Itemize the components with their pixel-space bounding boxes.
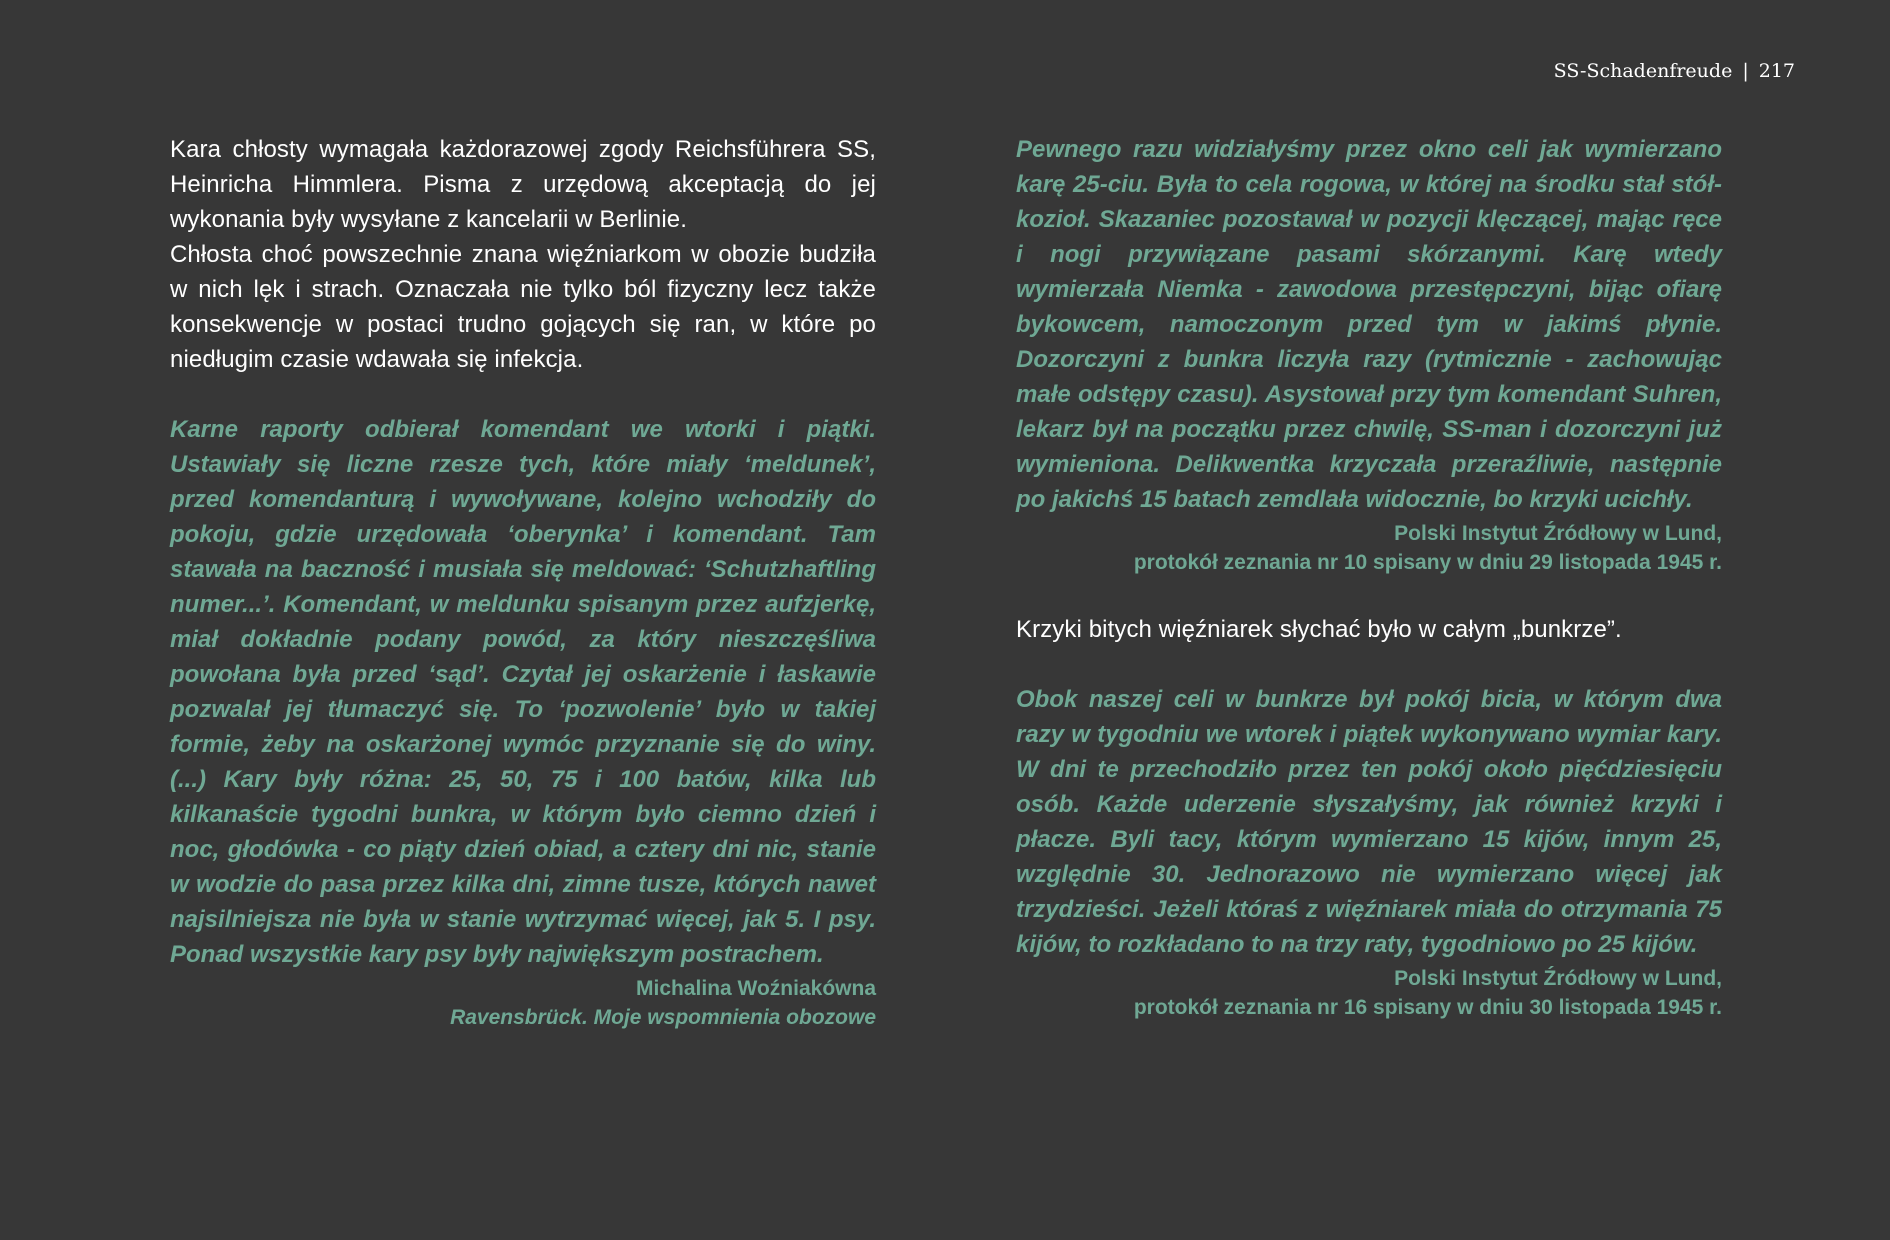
quote-woznikowna: Karne raporty odbierał komendant we wtorki i piątki. Ustawiały się liczne rzesze tych, które miały ‘meldunek’, przed komendanturą i wywoływane, kolejno wchodziły do pokoju, gdzie urzędowała ‘oberynka’ i komendant. Tam stawała na baczność i musiała się meldować: ‘Schutzhaftling numer...’. Komendant, w meldunku spisanym przez aufzjerkę, miał dokładnie podany powód, za który nieszczęśliwa powołana była przed ‘sąd’. Czytał jej oskarżenie i łaskawie pozwalał jej tłumaczyć się. To ‘pozwolenie’ było w takiej formie, żeby na oskarżonej wymóc przyznanie się do winy. (...) Kary były różna: 25, 50, 75 i 100 batów, kilka lub kilkanaście tygodni bunkra, w którym było ciemno dzień i noc, głodówka - co piąty dzień obiad, a cztery dni nic, stanie w wodzie do pasa przez kilka dni, zimne tusze, których nawet najsilniejsza nie była w stanie wytrzymać więcej, jak 5. I psy. Ponad wszystkie kary psy były największym postrachem.: [170, 416, 876, 968]
source-protocol: protokół zeznania nr 10 spisany w dniu 29 listopada 1945 r.: [1133, 551, 1722, 574]
quote-source-woznikowna: [170, 974, 876, 1032]
page-number: 217: [1758, 60, 1795, 82]
running-header: [1554, 60, 1795, 82]
source-book-title: Ravensbrück. Moje wspomnienia obozowe: [450, 1006, 876, 1029]
quote-lund-16: Obok naszej celi w bunkrze był pokój bicia, w którym dwa razy w tygodniu we wtorek i piątek wykonywano wymiar kary. W dni te przechodziło przez ten pokój około pięćdziesięciu osób. Każde uderzenie słyszałyśmy, jak również krzyki i płacze. Byli tacy, którym wymierzano 15 kijów, innym 25, względnie 30. Jednorazowo nie wymierzano więcej jak trzydzieści. Jeżeli któraś z więźniarek miała do otrzymania 75 kijów, to rozkładano to na trzy raty, tygodniowo po 25 kijów.: [1016, 686, 1722, 958]
quote-lund-10: Pewnego razu widziałyśmy przez okno celi jak wymierzano karę 25-ciu. Była to cela rogowa, w której na środku stał stół-kozioł. Skazaniec pozostawał w pozycji klęczącej, mając ręce i nogi przywiązane pasami skórzanymi. Karę wtedy wymierzała Niemka - zawodowa przestępczyni, bijąc ofiarę bykowcem, namoczonym przed tym w jakimś płynie. Dozorczyni z bunkra liczyła razy (rytmicznie - zachowując małe odstępy czasu). Asystował przy tym komendant Suhren, lekarz był na początku przez chwilę, SS-man i dozorczyni już wymieniona. Delikwentka krzyczała przeraźliwie, następnie po jakichś 15 batach zemdlała widocznie, bo krzyki ucichły.: [1016, 136, 1722, 513]
source-institute: Polski Instytut Źródłowy w Lund,: [1394, 967, 1722, 990]
quote-source-lund-10: [1016, 519, 1722, 577]
body-paragraph-1: Kara chłosty wymagała każdorazowej zgody Reichsführera SS, Heinricha Himmlera. Pisma z urzędową akceptacją do jej wykonania były wysyłane z kancelarii w Berlinie.: [170, 136, 876, 233]
quote-source-lund-16: [1016, 964, 1722, 1022]
body-paragraph-2: Chłosta choć powszechnie znana więźniarkom w obozie budziła w nich lęk i strach. Oznaczała nie tylko ból fizyczny lecz także konsekwencje w postaci trudno gojących się ran, w które po niedługim czasie wdawała się infekcja.: [170, 241, 876, 373]
source-protocol: protokół zeznania nr 16 spisany w dniu 30 listopada 1945 r.: [1133, 996, 1722, 1019]
source-institute: Polski Instytut Źródłowy w Lund,: [1394, 522, 1722, 545]
header-separator: |: [1742, 60, 1749, 82]
source-author: Michalina Woźniakówna: [636, 977, 876, 1000]
left-column: [170, 132, 876, 1032]
right-column: [1016, 132, 1722, 1022]
chapter-title: SS-Schadenfreude: [1553, 60, 1733, 82]
body-paragraph-3: Krzyki bitych więźniarek słychać było w całym „bunkrze”.: [1016, 616, 1622, 643]
